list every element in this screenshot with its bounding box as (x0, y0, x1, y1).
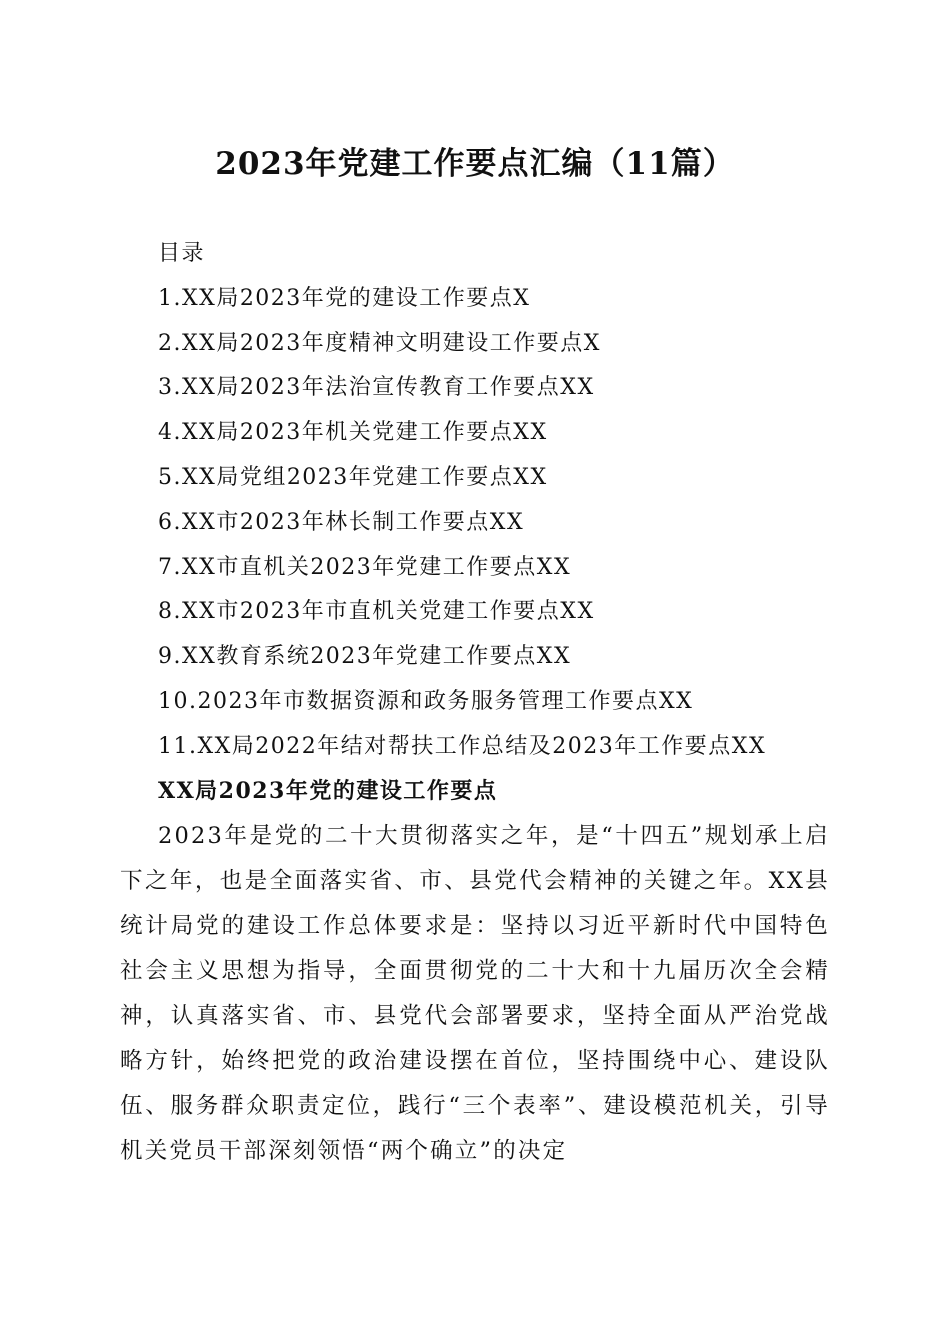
document-title: 2023年党建工作要点汇编（11篇） (215, 146, 735, 182)
toc-item-6: 6.XX市2023年林长制工作要点XX (158, 509, 525, 535)
toc-item-1: 1.XX局2023年党的建设工作要点X (158, 285, 531, 311)
toc-item-10: 10.2023年市数据资源和政务服务管理工作要点XX (158, 688, 694, 714)
toc-item-7: 7.XX市直机关2023年党建工作要点XX (158, 554, 572, 580)
section-heading: XX局2023年党的建设工作要点 (158, 778, 498, 804)
toc-item-5: 5.XX局党组2023年党建工作要点XX (158, 464, 548, 490)
body-paragraph: 2023年是党的二十大贯彻落实之年，是“十四五”规划承上启下之年，也是全面落实省、市、县党代会精神的关键之年。XX县统计局党的建设工作总体要求是：坚持以习近平新时代中国特色社会主义思想为指导，全面贯彻党的二十大和十九届历次全会精神，认真落实省、市、县党代会部署要求，坚持全面从严治党战略方针，始终把党的政治建设摆在首位，坚持围绕中心、建设队伍、服务群众职责定位，践行“三个表率”、建设模范机关，引导机关党员干部深刻领悟“两个确立”的决定 (120, 823, 830, 1164)
table-of-contents (158, 232, 858, 770)
toc-item-8: 8.XX市2023年市直机关党建工作要点XX (158, 599, 595, 625)
toc-item-4: 4.XX局2023年机关党建工作要点XX (158, 420, 548, 446)
toc-item-2: 2.XX局2023年度精神文明建设工作要点X (158, 330, 601, 356)
toc-item-3: 3.XX局2023年法治宣传教育工作要点XX (158, 375, 595, 401)
toc-item-9: 9.XX教育系统2023年党建工作要点XX (158, 644, 572, 670)
toc-item-11: 11.XX局2022年结对帮扶工作总结及2023年工作要点XX (158, 733, 767, 759)
toc-heading: 目录 (158, 241, 206, 266)
